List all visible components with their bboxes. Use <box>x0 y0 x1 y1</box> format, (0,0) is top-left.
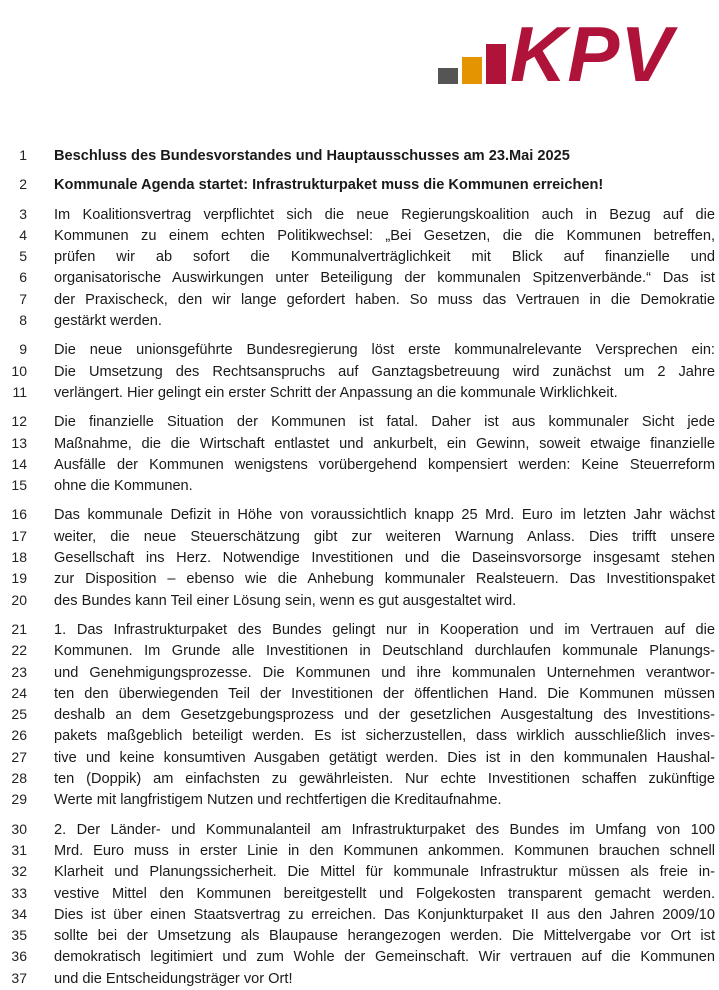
line-text: Das kommunale Defizit in Höhe von voraussichtlich knapp 25 Mrd. Euro im letzten Jahr wächst <box>54 507 715 524</box>
text-line <box>0 547 719 568</box>
line-text: demokratisch legitimiert und zum Wohle der Gemeinschaft. Wir vertrauen auf die Kommunen <box>54 949 715 966</box>
line-text: deshalb an dem Gesetzgebungsprozess und der gesetzlichen Ausgestaltung des Investitions- <box>54 707 715 724</box>
text-line <box>0 662 719 683</box>
line-number: 37 <box>11 969 27 986</box>
text-line <box>0 768 719 789</box>
line-text: sollte bei der Umsetzung als Blaupause herangezogen werden. Die Mittelvergabe vor Ort ist <box>54 928 715 945</box>
line-number: 18 <box>11 549 27 566</box>
text-line <box>0 883 719 904</box>
line-text: pakets maßgeblich beteiligt werden. Es ist sicherzustellen, dass wirklich ausschließlich inves- <box>54 728 715 745</box>
line-number: 19 <box>11 570 27 587</box>
text-line <box>0 225 719 246</box>
logo-bars <box>438 44 510 84</box>
text-line <box>0 704 719 725</box>
line-number: 36 <box>11 948 27 965</box>
line-number: 25 <box>11 706 27 723</box>
line-text: tive und keine konsumtiven Ausgaben getätigt werden. Dies ist in den kommunalen Haushal- <box>54 749 715 766</box>
logo-bar-red <box>486 44 506 84</box>
text-line <box>0 861 719 882</box>
text-line <box>0 454 719 475</box>
text-line <box>0 310 719 331</box>
text-line <box>0 819 719 840</box>
text-line <box>0 475 719 496</box>
line-text: Die neue unionsgeführte Bundesregierung löst erste kommunalrelevante Versprechen ein: <box>54 342 715 359</box>
kpv-logo <box>438 10 719 98</box>
line-number: 26 <box>11 727 27 744</box>
text-line <box>0 145 719 166</box>
text-line <box>0 904 719 925</box>
text-line <box>0 411 719 432</box>
text-line <box>0 725 719 746</box>
text-line <box>0 361 719 382</box>
text-line <box>0 789 719 810</box>
line-number: 11 <box>12 383 27 400</box>
text-line <box>0 246 719 267</box>
line-number: 21 <box>11 620 27 637</box>
line-number: 2 <box>19 176 27 193</box>
line-number: 32 <box>11 863 27 880</box>
text-line <box>0 174 719 195</box>
line-text: Klarheit und Planungssicherheit. Die Mittel für kommunale Infrastruktur müssen als freie in- <box>54 864 715 881</box>
line-text: Die finanzielle Situation der Kommunen ist fatal. Daher ist aus kommunaler Sicht jede <box>54 414 715 431</box>
document-body <box>0 145 719 989</box>
line-number: 8 <box>19 312 27 329</box>
line-number: 5 <box>19 248 27 265</box>
text-line <box>0 526 719 547</box>
logo-bar-gray <box>438 68 458 84</box>
line-text: Im Koalitionsvertrag verpflichtet sich die neue Regierungskoalition auch in Bezug auf die <box>54 206 715 223</box>
text-line <box>0 382 719 403</box>
text-line <box>0 433 719 454</box>
logo-text: KPV <box>510 10 674 98</box>
text-line <box>0 683 719 704</box>
line-text: Die Umsetzung des Rechtsanspruchs auf Ganztagsbetreuung wird zunächst um 2 Jahre <box>54 363 715 380</box>
logo-bar-orange <box>462 57 482 84</box>
line-text: Beschluss des Bundesvorstandes und Hauptausschusses am 23.Mai 2025 <box>54 148 570 164</box>
line-number: 29 <box>11 791 27 808</box>
line-text: 1. Das Infrastrukturpaket des Bundes gelingt nur in Kooperation und im Vertrauen auf die <box>54 621 715 638</box>
line-text: ten den überwiegenden Teil der Investitionen der öffentlichen Hand. Die Kommunen müssen <box>54 685 715 702</box>
line-number: 33 <box>11 884 27 901</box>
line-text: Kommunale Agenda startet: Infrastrukturpaket muss die Kommunen erreichen! <box>54 177 604 194</box>
line-number: 10 <box>11 362 27 379</box>
line-text: Mrd. Euro muss in erster Linie in den Kommunen ankommen. Kommunen brauchen schnell <box>54 842 715 859</box>
text-line <box>0 747 719 768</box>
text-line <box>0 339 719 360</box>
line-number: 24 <box>11 684 27 701</box>
line-number: 15 <box>11 477 27 494</box>
line-number: 23 <box>11 663 27 680</box>
line-number: 3 <box>19 205 27 222</box>
line-number: 28 <box>11 770 27 787</box>
line-number: 34 <box>11 905 27 922</box>
line-number: 22 <box>11 642 27 659</box>
text-line <box>0 590 719 611</box>
text-line <box>0 946 719 967</box>
line-text: Kommunen. Im Grunde alle Investitionen in Deutschland durchlaufen kommunale Planungs- <box>54 643 715 660</box>
line-text: des Bundes kann Teil einer Lösung sein, wenn es gut ausgestaltet wird. <box>54 592 517 609</box>
line-text: ohne die Kommunen. <box>54 478 193 495</box>
line-number: 14 <box>11 455 27 472</box>
text-line <box>0 619 719 640</box>
line-number: 35 <box>11 927 27 944</box>
line-text: Maßnahme, die die Wirtschaft entlastet und ankurbelt, ein Gewinn, soweit etwaige finanzielle <box>54 435 715 452</box>
line-number: 27 <box>11 748 27 765</box>
line-text: 2. Der Länder- und Kommunalanteil am Infrastrukturpaket des Bundes im Umfang von 100 <box>54 821 715 838</box>
line-number: 16 <box>11 506 27 523</box>
line-text: Werte mit langfristigem Nutzen und rechtfertigen die Kreditaufnahme. <box>54 792 502 809</box>
line-text: vestive Mittel den Kommunen bereitgestellt und Folgekosten transparent gemacht werden. <box>54 885 715 902</box>
line-number: 12 <box>11 413 27 430</box>
line-number: 6 <box>19 269 27 286</box>
line-number: 13 <box>11 434 27 451</box>
line-number: 30 <box>11 820 27 837</box>
text-line <box>0 267 719 288</box>
line-text: Gesellschaft ins Herz. Notwendige Investitionen und die Daseinsvorsorge insgesamt stehen <box>54 550 715 567</box>
line-number: 4 <box>19 226 27 243</box>
line-text: und Genehmigungsprozesse. Die Kommunen und ihre kommunalen Unternehmen verantwor- <box>54 664 715 681</box>
text-line <box>0 504 719 525</box>
line-text: Ausfälle der Kommunen wenigstens vorübergehend kompensiert werden: Keine Steuerreform <box>54 456 715 473</box>
line-number: 1 <box>19 147 27 163</box>
line-text: weiter, die neue Steuerschätzung gibt zur weiteren Warnung Anlass. Dies trifft unsere <box>54 528 715 545</box>
line-text: und die Entscheidungsträger vor Ort! <box>54 970 293 987</box>
line-text: der Praxischeck, den wir lange gefordert haben. So muss das Vertrauen in die Demokratie <box>54 291 715 308</box>
text-line <box>0 568 719 589</box>
text-line <box>0 840 719 861</box>
line-number: 7 <box>19 290 27 307</box>
line-number: 17 <box>11 527 27 544</box>
line-text: organisatorische Auswirkungen unter Beteiligung der kommunalen Spitzenverbände.“ Das ist <box>54 270 715 287</box>
text-line <box>0 289 719 310</box>
text-line <box>0 204 719 225</box>
line-text: prüfen wir ab sofort die Kommunalverträglichkeit mit Blick auf finanzielle und <box>54 249 715 266</box>
line-number: 20 <box>11 591 27 608</box>
text-line <box>0 640 719 661</box>
line-text: zur Disposition – ebenso wie die Anhebung kommunaler Realsteuern. Das Investitionspaket <box>54 571 715 588</box>
text-line <box>0 925 719 946</box>
line-text: Kommunen zu einem echten Politikwechsel: „Bei Gesetzen, die die Kommunen betreffen, <box>54 227 715 244</box>
text-line <box>0 968 719 989</box>
line-text: gestärkt werden. <box>54 313 162 330</box>
line-number: 31 <box>11 841 27 858</box>
line-number: 9 <box>19 341 27 358</box>
line-text: ten (Doppik) am einfachsten zu gewährleisten. Nur echte Investitionen schaffen zukünftige <box>54 771 715 788</box>
line-text: verlängert. Hier gelingt ein erster Schritt der Anpassung an die kommunale Wirklichkeit. <box>54 384 618 401</box>
line-text: Dies ist über einen Staatsvertrag zu erreichen. Das Konjunkturpaket II aus den Jahren 2009/10 <box>54 906 715 923</box>
